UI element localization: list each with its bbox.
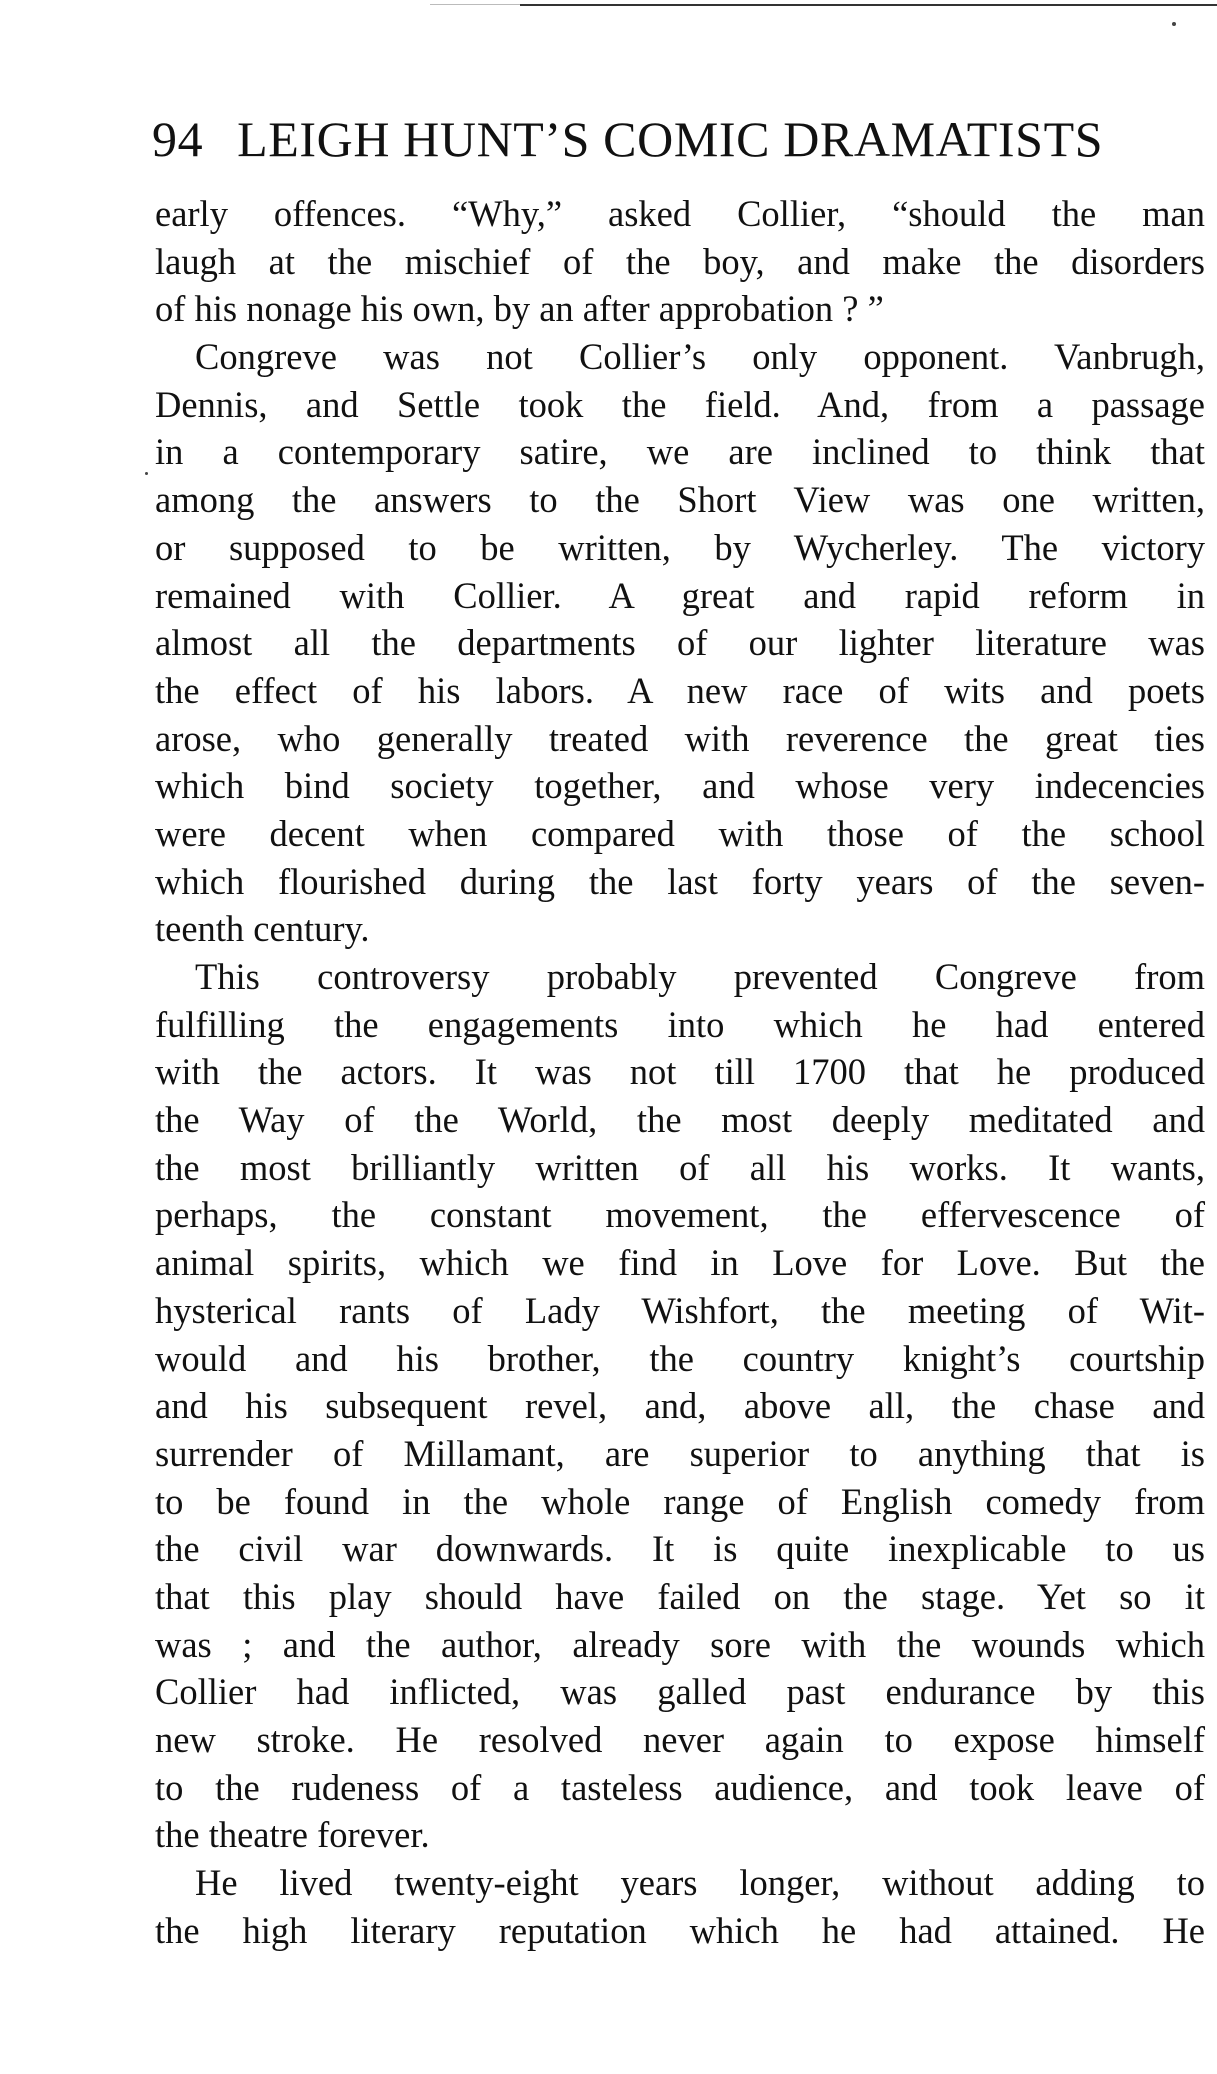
speck-mark	[145, 472, 148, 475]
text-line: perhaps, the constant movement, the effervescence of	[155, 1194, 1205, 1236]
text-line: surrender of Millamant, are superior to anything that is	[155, 1432, 1205, 1474]
body-text	[155, 190, 1205, 1954]
text-line: new stroke. He resolved never again to expose himself	[155, 1719, 1205, 1760]
text-line: was ; and the author, already sore with the wounds which	[155, 1623, 1205, 1665]
text-line: the Way of the World, the most deeply meditated and	[155, 1099, 1205, 1141]
text-line: to the rudeness of a tasteless audience, and took leave of	[155, 1766, 1205, 1808]
text-line: the theatre forever.	[155, 1814, 430, 1856]
text-line: the high literary reputation which he had attained. He	[155, 1909, 1205, 1951]
text-line: remained with Collier. A great and rapid reform in	[155, 574, 1205, 616]
text-line: were decent when compared with those of the school	[155, 812, 1205, 854]
text-line: which flourished during the last forty years of the seven-	[155, 860, 1205, 902]
text-line: or supposed to be written, by Wycherley. The victory	[155, 526, 1205, 568]
text-line: animal spirits, which we find in Love for Love. But the	[155, 1242, 1205, 1284]
text-line: early offences. “Why,” asked Collier, “should the man	[155, 193, 1205, 234]
text-line: would and his brother, the country knight’s courtship	[155, 1337, 1205, 1379]
text-line: that this play should have failed on the stage. Yet so it	[155, 1575, 1205, 1617]
text-line: which bind society together, and whose very indecencies	[155, 765, 1205, 807]
text-line: the most brilliantly written of all his works. It wants,	[155, 1146, 1205, 1188]
text-line: fulfilling the engagements into which he had entered	[155, 1003, 1205, 1045]
text-line: with the actors. It was not till 1700 that he produced	[155, 1051, 1205, 1093]
page-header	[152, 104, 1212, 174]
text-line: hysterical rants of Lady Wishfort, the meeting of Wit-	[155, 1289, 1205, 1331]
text-line: almost all the departments of our lighter literature was	[155, 622, 1205, 664]
speck-mark	[1172, 22, 1176, 26]
text-line: teenth century.	[155, 908, 370, 950]
text-line: Dennis, and Settle took the field. And, from a passage	[155, 383, 1205, 425]
text-line: in a contemporary satire, we are inclined to think that	[155, 431, 1205, 473]
paragraph-first-line: He lived twenty-eight years longer, without adding to	[195, 1862, 1205, 1904]
paragraph-first-line: Congreve was not Collier’s only opponent. Vanbrugh,	[195, 336, 1205, 378]
top-edge-rule	[520, 4, 1217, 6]
text-line: Collier had inflicted, was galled past endurance by this	[155, 1671, 1205, 1713]
text-line: and his subsequent revel, and, above all, the chase and	[155, 1385, 1205, 1427]
text-line: to be found in the whole range of English comedy from	[155, 1480, 1205, 1522]
top-edge-faint-rule	[430, 4, 520, 5]
text-line: among the answers to the Short View was one written,	[155, 479, 1205, 521]
running-title: LEIGH HUNT’S COMIC DRAMATISTS	[237, 111, 1104, 167]
text-line: laugh at the mischief of the boy, and make the disorders	[155, 240, 1205, 282]
paragraph-first-line: This controversy probably prevented Congreve from	[195, 956, 1205, 997]
text-line: the civil war downwards. It is quite inexplicable to us	[155, 1528, 1205, 1570]
text-line: arose, who generally treated with reverence the great ties	[155, 717, 1205, 759]
text-line: the effect of his labors. A new race of wits and poets	[155, 669, 1205, 711]
page-number: 94	[152, 111, 204, 167]
text-line: of his nonage his own, by an after approbation ? ”	[155, 288, 884, 330]
